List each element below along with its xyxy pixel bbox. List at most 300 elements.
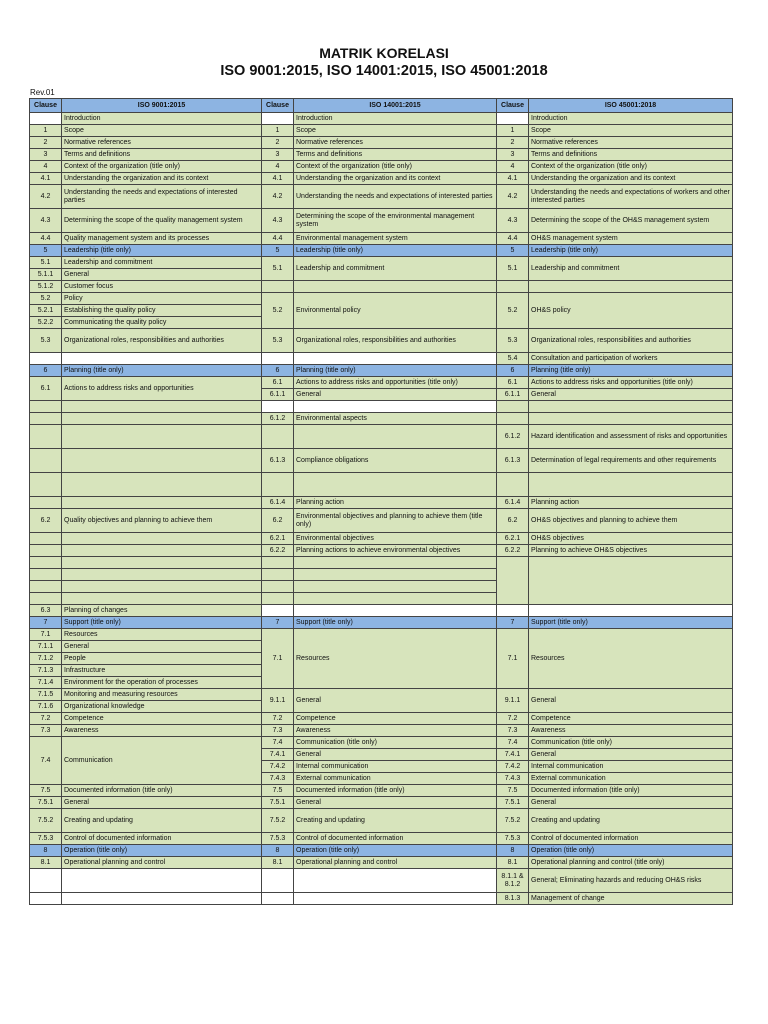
clause-number-cell: 2 xyxy=(30,137,62,149)
clause-number-cell: 7.5.3 xyxy=(30,833,62,845)
table-row xyxy=(30,845,733,857)
clause-title-cell: Introduction xyxy=(529,113,733,125)
clause-title-cell xyxy=(529,401,733,413)
clause-number-cell: 9.1.1 xyxy=(497,689,529,713)
clause-number-cell: 4.4 xyxy=(262,233,294,245)
clause-title-cell: Environmental objectives and planning to achieve them (title only) xyxy=(294,509,497,533)
clause-number-cell: 5.2 xyxy=(497,293,529,329)
clause-number-cell: 6.1.3 xyxy=(262,449,294,473)
clause-title-cell: Planning of changes xyxy=(62,605,262,617)
table-row xyxy=(30,353,733,365)
clause-title-cell: Operation (title only) xyxy=(529,845,733,857)
clause-title-cell: Quality management system and its processes xyxy=(62,233,262,245)
clause-title-cell: Support (title only) xyxy=(529,617,733,629)
clause-number-cell: 7.1.5 xyxy=(30,689,62,701)
clause-number-cell xyxy=(262,425,294,449)
clause-title-cell: Organizational roles, responsibilities and authorities xyxy=(294,329,497,353)
clause-number-cell xyxy=(30,473,62,497)
clause-number-cell: 2 xyxy=(262,137,294,149)
clause-title-cell: Actions to address risks and opportunities (title only) xyxy=(294,377,497,389)
clause-title-cell: Actions to address risks and opportunities (title only) xyxy=(529,377,733,389)
clause-number-cell xyxy=(30,497,62,509)
clause-number-cell: 7.5 xyxy=(30,785,62,797)
clause-title-cell: Environmental objectives xyxy=(294,533,497,545)
clause-title-cell: Creating and updating xyxy=(62,809,262,833)
clause-title-cell: Competence xyxy=(529,713,733,725)
clause-title-cell xyxy=(62,569,262,581)
clause-title-cell xyxy=(529,413,733,425)
clause-number-cell xyxy=(30,413,62,425)
table-row xyxy=(30,113,733,125)
clause-number-cell: 6.1 xyxy=(30,377,62,401)
clause-title-cell xyxy=(294,593,497,605)
clause-title-cell xyxy=(294,473,497,497)
clause-title-cell: Communication (title only) xyxy=(294,737,497,749)
clause-title-cell: Determining the scope of the quality management system xyxy=(62,209,262,233)
clause-title-cell: Infrastructure xyxy=(62,665,262,677)
clause-number-cell: 7.2 xyxy=(262,713,294,725)
clause-number-cell: 4.1 xyxy=(30,173,62,185)
clause-number-cell: 5.3 xyxy=(30,329,62,353)
clause-number-cell: 6.2.2 xyxy=(497,545,529,557)
clause-number-cell xyxy=(30,557,62,569)
clause-title-cell: Understanding the organization and its context xyxy=(62,173,262,185)
clause-title-cell xyxy=(529,281,733,293)
clause-number-cell: 5.3 xyxy=(262,329,294,353)
clause-title-cell: Resources xyxy=(294,629,497,689)
clause-title-cell: Competence xyxy=(294,713,497,725)
table-row xyxy=(30,725,733,737)
clause-title-cell: Determining the scope of the OH&S management system xyxy=(529,209,733,233)
clause-title-cell: Organizational roles, responsibilities and authorities xyxy=(529,329,733,353)
clause-number-cell: 4.2 xyxy=(262,185,294,209)
clause-title-cell: Environmental policy xyxy=(294,293,497,329)
clause-number-cell xyxy=(262,557,294,569)
clause-title-cell: Leadership and commitment xyxy=(294,257,497,281)
clause-number-cell: 4.3 xyxy=(497,209,529,233)
table-row xyxy=(30,785,733,797)
clause-title-cell: General xyxy=(62,269,262,281)
clause-number-cell xyxy=(30,113,62,125)
clause-number-cell: 7.4 xyxy=(497,737,529,749)
clause-title-cell: Competence xyxy=(62,713,262,725)
table-row xyxy=(30,413,733,425)
clause-number-cell xyxy=(262,581,294,593)
clause-number-cell: 4.4 xyxy=(30,233,62,245)
clause-title-cell: Leadership (title only) xyxy=(294,245,497,257)
clause-title-cell: Understanding the organization and its context xyxy=(529,173,733,185)
clause-title-cell: OH&S policy xyxy=(529,293,733,329)
clause-number-cell: 7.2 xyxy=(30,713,62,725)
revision-label: Rev.01 xyxy=(30,88,55,97)
table-header-row xyxy=(30,99,733,113)
clause-title-cell xyxy=(62,557,262,569)
table-row xyxy=(30,689,733,701)
table-row xyxy=(30,149,733,161)
clause-number-cell: 7.5.1 xyxy=(262,797,294,809)
clause-title-cell xyxy=(294,605,497,617)
clause-title-cell: Awareness xyxy=(529,725,733,737)
clause-title-cell: Organizational knowledge xyxy=(62,701,262,713)
table-row xyxy=(30,509,733,533)
clause-number-cell: 8.1.1 & 8.1.2 xyxy=(497,869,529,893)
table-row xyxy=(30,329,733,353)
clause-title-cell xyxy=(529,473,733,497)
clause-title-cell: Resources xyxy=(62,629,262,641)
clause-number-cell: 7.1 xyxy=(30,629,62,641)
table-body xyxy=(30,113,733,905)
correlation-matrix-table xyxy=(29,98,733,905)
clause-number-cell: 7.4.3 xyxy=(262,773,294,785)
clause-number-cell: 6.2 xyxy=(497,509,529,533)
clause-title-cell: Consultation and participation of workers xyxy=(529,353,733,365)
clause-number-cell: 8 xyxy=(262,845,294,857)
clause-title-cell: General xyxy=(294,689,497,713)
clause-number-cell: 6.2 xyxy=(262,509,294,533)
clause-title-cell: Planning actions to achieve environmental objectives xyxy=(294,545,497,557)
clause-title-cell: Support (title only) xyxy=(62,617,262,629)
table-row xyxy=(30,185,733,209)
clause-title-cell: Planning (title only) xyxy=(62,365,262,377)
clause-number-cell: 7 xyxy=(497,617,529,629)
header-clause-45001: Clause xyxy=(497,99,529,113)
clause-number-cell xyxy=(497,113,529,125)
clause-number-cell: 6.1.4 xyxy=(497,497,529,509)
clause-number-cell: 7.1.2 xyxy=(30,653,62,665)
clause-number-cell xyxy=(30,593,62,605)
clause-number-cell xyxy=(262,473,294,497)
clause-number-cell: 5.2 xyxy=(262,293,294,329)
clause-number-cell: 7 xyxy=(30,617,62,629)
table-row xyxy=(30,545,733,557)
header-iso-45001: ISO 45001:2018 xyxy=(529,99,733,113)
clause-number-cell: 7.4.2 xyxy=(262,761,294,773)
clause-number-cell: 6.1 xyxy=(497,377,529,389)
clause-number-cell: 7.3 xyxy=(262,725,294,737)
clause-title-cell: Awareness xyxy=(294,725,497,737)
clause-title-cell: Control of documented information xyxy=(62,833,262,845)
clause-number-cell: 6.2 xyxy=(30,509,62,533)
clause-title-cell: Organizational roles, responsibilities and authorities xyxy=(62,329,262,353)
clause-title-cell: General xyxy=(529,689,733,713)
clause-number-cell xyxy=(30,533,62,545)
clause-number-cell xyxy=(497,557,529,605)
clause-title-cell: Context of the organization (title only) xyxy=(62,161,262,173)
clause-number-cell: 4.1 xyxy=(262,173,294,185)
clause-title-cell: Normative references xyxy=(294,137,497,149)
table-row xyxy=(30,161,733,173)
clause-number-cell: 3 xyxy=(30,149,62,161)
clause-number-cell xyxy=(497,605,529,617)
clause-title-cell: Understanding the organization and its context xyxy=(294,173,497,185)
clause-title-cell: Resources xyxy=(529,629,733,689)
table-row xyxy=(30,125,733,137)
clause-title-cell xyxy=(62,533,262,545)
clause-number-cell: 5 xyxy=(30,245,62,257)
clause-number-cell: 4.1 xyxy=(497,173,529,185)
table-row xyxy=(30,233,733,245)
clause-number-cell: 5.1.1 xyxy=(30,269,62,281)
clause-title-cell xyxy=(62,869,262,893)
clause-number-cell: 7.5.2 xyxy=(262,809,294,833)
clause-number-cell: 3 xyxy=(497,149,529,161)
clause-number-cell: 7.4 xyxy=(30,737,62,785)
clause-title-cell: Determination of legal requirements and other requirements xyxy=(529,449,733,473)
clause-number-cell: 8.1 xyxy=(262,857,294,869)
clause-number-cell xyxy=(262,353,294,365)
clause-number-cell: 7.1 xyxy=(262,629,294,689)
clause-title-cell xyxy=(294,425,497,449)
clause-title-cell xyxy=(294,893,497,905)
clause-title-cell: Documented information (title only) xyxy=(294,785,497,797)
clause-number-cell: 6.1.3 xyxy=(497,449,529,473)
clause-title-cell xyxy=(62,473,262,497)
clause-title-cell: Scope xyxy=(529,125,733,137)
clause-title-cell xyxy=(294,353,497,365)
clause-title-cell: General xyxy=(62,797,262,809)
clause-title-cell: Understanding the needs and expectations of interested parties xyxy=(294,185,497,209)
clause-number-cell xyxy=(262,569,294,581)
clause-title-cell: Terms and definitions xyxy=(529,149,733,161)
clause-title-cell: Normative references xyxy=(62,137,262,149)
table-row xyxy=(30,893,733,905)
clause-number-cell: 7.3 xyxy=(30,725,62,737)
header-iso-14001: ISO 14001:2015 xyxy=(294,99,497,113)
clause-number-cell xyxy=(262,869,294,893)
clause-title-cell: Control of documented information xyxy=(529,833,733,845)
clause-number-cell: 4.3 xyxy=(262,209,294,233)
clause-title-cell xyxy=(62,893,262,905)
clause-number-cell: 7.1.3 xyxy=(30,665,62,677)
clause-number-cell: 7.5.2 xyxy=(497,809,529,833)
clause-number-cell: 7.4.1 xyxy=(497,749,529,761)
clause-number-cell: 6.2.2 xyxy=(262,545,294,557)
table-row xyxy=(30,377,733,389)
table-row xyxy=(30,209,733,233)
clause-number-cell xyxy=(262,593,294,605)
table-row xyxy=(30,281,733,293)
clause-number-cell: 6.2.1 xyxy=(262,533,294,545)
clause-title-cell xyxy=(62,401,262,413)
clause-title-cell: Context of the organization (title only) xyxy=(294,161,497,173)
table-row xyxy=(30,605,733,617)
clause-number-cell: 6.1.4 xyxy=(262,497,294,509)
clause-title-cell: Quality objectives and planning to achieve them xyxy=(62,509,262,533)
clause-number-cell: 7.5 xyxy=(262,785,294,797)
clause-number-cell: 7.1.4 xyxy=(30,677,62,689)
clause-title-cell: External communication xyxy=(294,773,497,785)
clause-title-cell: General xyxy=(529,797,733,809)
table-row xyxy=(30,617,733,629)
clause-title-cell xyxy=(294,581,497,593)
clause-title-cell xyxy=(62,413,262,425)
clause-title-cell xyxy=(62,353,262,365)
clause-title-cell: Normative references xyxy=(529,137,733,149)
table-row xyxy=(30,425,733,449)
clause-number-cell: 6 xyxy=(262,365,294,377)
clause-title-cell: Environmental aspects xyxy=(294,413,497,425)
clause-title-cell: Creating and updating xyxy=(294,809,497,833)
clause-title-cell: Understanding the needs and expectations of workers and other interested parties xyxy=(529,185,733,209)
clause-title-cell: Determining the scope of the environmental management system xyxy=(294,209,497,233)
clause-number-cell: 8 xyxy=(497,845,529,857)
clause-number-cell: 7.1.1 xyxy=(30,641,62,653)
clause-title-cell xyxy=(62,425,262,449)
clause-number-cell xyxy=(497,401,529,413)
clause-number-cell: 5.3 xyxy=(497,329,529,353)
clause-title-cell: Communicating the quality policy xyxy=(62,317,262,329)
clause-number-cell xyxy=(30,869,62,893)
clause-number-cell: 7.3 xyxy=(497,725,529,737)
clause-title-cell: Internal communication xyxy=(529,761,733,773)
clause-number-cell: 8.1 xyxy=(30,857,62,869)
table-row xyxy=(30,449,733,473)
table-row xyxy=(30,629,733,641)
clause-title-cell xyxy=(294,569,497,581)
clause-title-cell: Operation (title only) xyxy=(62,845,262,857)
clause-number-cell: 4 xyxy=(497,161,529,173)
clause-title-cell xyxy=(529,557,733,605)
clause-number-cell: 5.1 xyxy=(262,257,294,281)
title-line-2: ISO 9001:2015, ISO 14001:2015, ISO 45001:2018 xyxy=(220,63,548,79)
clause-title-cell: Internal communication xyxy=(294,761,497,773)
table-row xyxy=(30,473,733,497)
table-row xyxy=(30,713,733,725)
clause-number-cell: 5.2.2 xyxy=(30,317,62,329)
clause-number-cell: 8 xyxy=(30,845,62,857)
clause-number-cell: 4.4 xyxy=(497,233,529,245)
clause-number-cell xyxy=(262,113,294,125)
clause-number-cell: 7.5.2 xyxy=(30,809,62,833)
clause-title-cell: Monitoring and measuring resources xyxy=(62,689,262,701)
document-title xyxy=(0,44,768,80)
clause-number-cell xyxy=(30,353,62,365)
clause-number-cell xyxy=(30,893,62,905)
clause-title-cell: Planning to achieve OH&S objectives xyxy=(529,545,733,557)
clause-number-cell: 5.2.1 xyxy=(30,305,62,317)
clause-title-cell: Planning (title only) xyxy=(294,365,497,377)
clause-title-cell: Management of change xyxy=(529,893,733,905)
clause-number-cell: 4.2 xyxy=(497,185,529,209)
clause-number-cell: 5.4 xyxy=(497,353,529,365)
clause-number-cell: 1 xyxy=(30,125,62,137)
clause-title-cell: Planning (title only) xyxy=(529,365,733,377)
clause-title-cell: Terms and definitions xyxy=(294,149,497,161)
clause-number-cell xyxy=(30,581,62,593)
clause-number-cell: 3 xyxy=(262,149,294,161)
clause-title-cell: Leadership and commitment xyxy=(529,257,733,281)
clause-title-cell xyxy=(529,605,733,617)
clause-number-cell: 5 xyxy=(497,245,529,257)
clause-number-cell: 7.1.6 xyxy=(30,701,62,713)
clause-title-cell: Creating and updating xyxy=(529,809,733,833)
table-row xyxy=(30,137,733,149)
clause-number-cell: 7.2 xyxy=(497,713,529,725)
clause-number-cell: 7.1 xyxy=(497,629,529,689)
clause-number-cell: 4.3 xyxy=(30,209,62,233)
table-row xyxy=(30,857,733,869)
clause-title-cell: General xyxy=(294,389,497,401)
clause-title-cell: Control of documented information xyxy=(294,833,497,845)
table-row xyxy=(30,365,733,377)
table-row xyxy=(30,401,733,413)
clause-title-cell: Planning action xyxy=(529,497,733,509)
clause-number-cell: 8.1.3 xyxy=(497,893,529,905)
clause-title-cell xyxy=(62,581,262,593)
clause-title-cell xyxy=(294,869,497,893)
clause-title-cell: Documented information (title only) xyxy=(529,785,733,797)
table-row xyxy=(30,257,733,269)
table-row xyxy=(30,869,733,893)
clause-number-cell: 6.1.2 xyxy=(262,413,294,425)
clause-title-cell: Terms and definitions xyxy=(62,149,262,161)
clause-number-cell: 7.5.1 xyxy=(497,797,529,809)
clause-number-cell: 5.1 xyxy=(497,257,529,281)
clause-number-cell: 7.5 xyxy=(497,785,529,797)
clause-title-cell: OH&S objectives xyxy=(529,533,733,545)
clause-number-cell: 5.2 xyxy=(30,293,62,305)
clause-number-cell: 7.5.3 xyxy=(262,833,294,845)
table-row xyxy=(30,173,733,185)
header-clause-14001: Clause xyxy=(262,99,294,113)
clause-number-cell xyxy=(30,449,62,473)
clause-title-cell: Planning action xyxy=(294,497,497,509)
clause-title-cell: General xyxy=(529,749,733,761)
clause-number-cell: 7 xyxy=(262,617,294,629)
clause-title-cell: Policy xyxy=(62,293,262,305)
clause-title-cell xyxy=(62,497,262,509)
clause-number-cell: 5.1 xyxy=(30,257,62,269)
clause-title-cell: Context of the organization (title only) xyxy=(529,161,733,173)
clause-title-cell: Scope xyxy=(62,125,262,137)
clause-title-cell: Communication xyxy=(62,737,262,785)
clause-title-cell: Documented information (title only) xyxy=(62,785,262,797)
clause-title-cell: Introduction xyxy=(294,113,497,125)
clause-number-cell xyxy=(30,425,62,449)
clause-number-cell: 4 xyxy=(262,161,294,173)
table-row xyxy=(30,245,733,257)
table-row xyxy=(30,557,733,569)
clause-number-cell: 6.1.1 xyxy=(497,389,529,401)
title-line-1: MATRIK KORELASI xyxy=(319,45,449,61)
table-row xyxy=(30,833,733,845)
clause-number-cell: 7.5.3 xyxy=(497,833,529,845)
clause-title-cell: Operational planning and control xyxy=(294,857,497,869)
clause-title-cell: Environment for the operation of processes xyxy=(62,677,262,689)
clause-title-cell: Operational planning and control xyxy=(62,857,262,869)
clause-title-cell xyxy=(62,545,262,557)
clause-number-cell xyxy=(497,281,529,293)
clause-number-cell xyxy=(262,893,294,905)
clause-title-cell xyxy=(294,557,497,569)
clause-title-cell: Operational planning and control (title only) xyxy=(529,857,733,869)
clause-title-cell: Communication (title only) xyxy=(529,737,733,749)
clause-title-cell: Scope xyxy=(294,125,497,137)
clause-title-cell: General xyxy=(529,389,733,401)
clause-number-cell xyxy=(262,281,294,293)
clause-title-cell: Leadership (title only) xyxy=(62,245,262,257)
table-row xyxy=(30,737,733,749)
table-row xyxy=(30,809,733,833)
clause-number-cell: 5.1.2 xyxy=(30,281,62,293)
header-iso-9001: ISO 9001:2015 xyxy=(62,99,262,113)
clause-title-cell: Establishing the quality policy xyxy=(62,305,262,317)
clause-title-cell: General; Eliminating hazards and reducing OH&S risks xyxy=(529,869,733,893)
clause-title-cell: Customer focus xyxy=(62,281,262,293)
clause-title-cell: Leadership (title only) xyxy=(529,245,733,257)
clause-number-cell xyxy=(30,401,62,413)
table-row xyxy=(30,497,733,509)
